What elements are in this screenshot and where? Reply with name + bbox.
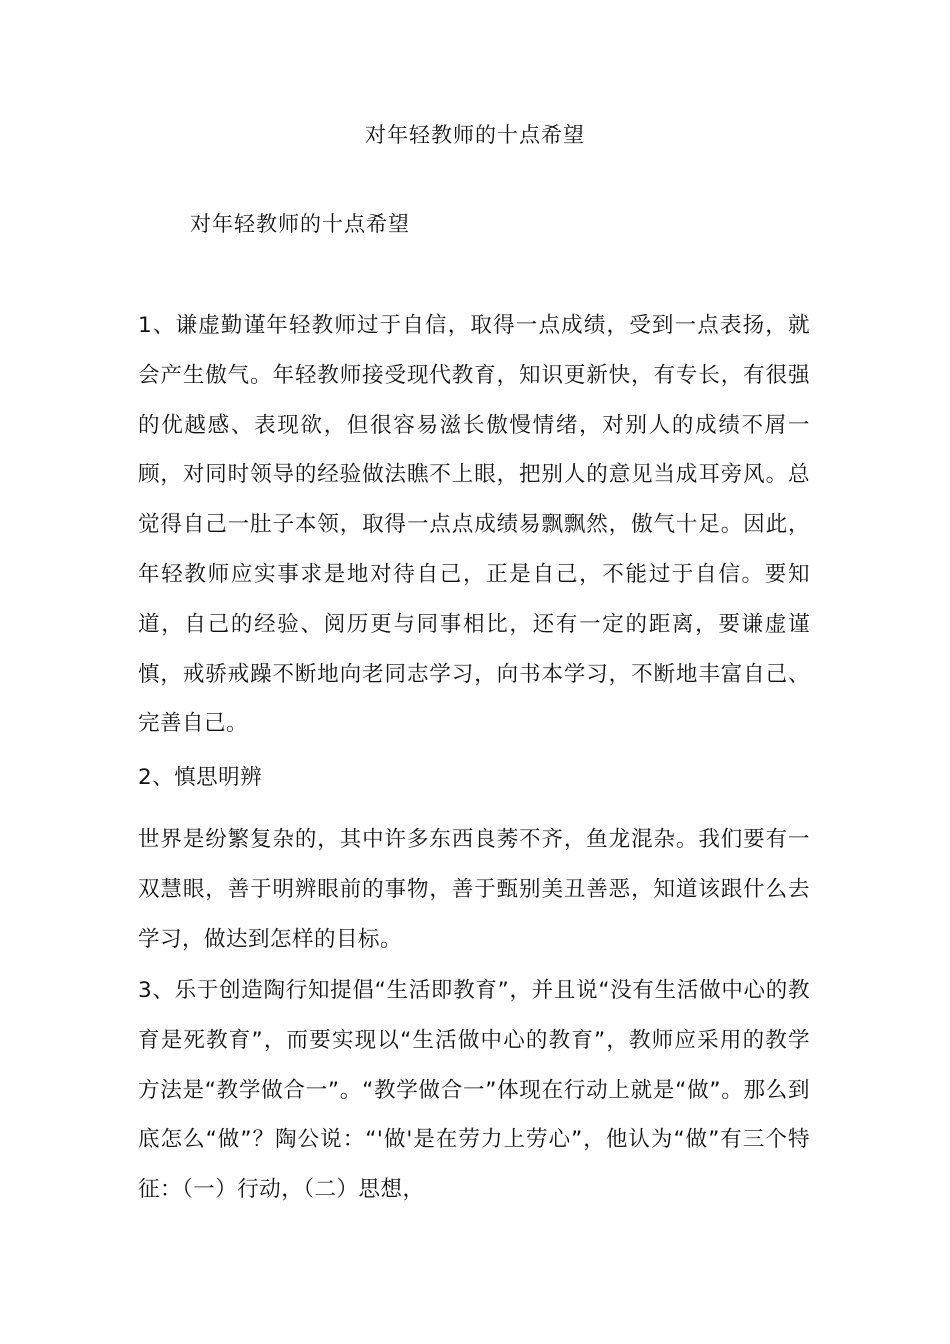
- section-1-text: 1、谦虚勤谨年轻教师过于自信，取得一点成绩，受到一点表扬，就会产生傲气。年轻教师接受现代教育，知识更新快，有专长，有很强的优越感、表现欲，但很容易滋长傲慢情绪，对别人的成绩不屑一顾，对同时领导的经验做法瞧不上眼，把别人的意见当成耳旁风。总觉得自己一肚子本领，取得一点点成绩易飘飘然，傲气十足。因此，年轻教师应实事求是地对待自己，正是自己，不能过于自信。要知道，自己的经验、阅历更与同事相比，还有一定的距离，要谦虚谨慎，戒骄戒躁不断地向老同志学习，向书本学习，不断地丰富自己、完善自己。: [138, 313, 810, 737]
- document-subtitle: 对年轻教师的十点希望: [190, 212, 410, 236]
- section-3-paragraph: [138, 966, 810, 1215]
- section-1-paragraph: [138, 301, 810, 749]
- section-2-heading: [138, 753, 810, 803]
- section-2-paragraph: [138, 815, 810, 964]
- section-3-text: 3、乐于创造陶行知提倡“生活即教育”，并且说“没有生活做中心的教育是死教育”，而要实现以“生活做中心的教育”，教师应采用的教学方法是“教学做合一”。“教学做合一”体现在行动上就是“做”。那么到底怎么“做”？陶公说：“'做'是在劳力上劳心”，他认为“做”有三个特征：（一）行动，（二）思想，: [138, 978, 810, 1203]
- section-2-text: 世界是纷繁复杂的，其中许多东西良莠不齐，鱼龙混杂。我们要有一双慧眼，善于明辨眼前的事物，善于甄别美丑善恶，知道该跟什么去学习，做达到怎样的目标。: [138, 827, 810, 952]
- document-title: 对年轻教师的十点希望: [365, 123, 585, 147]
- section-2-heading-text: 2、慎思明辨: [138, 765, 263, 790]
